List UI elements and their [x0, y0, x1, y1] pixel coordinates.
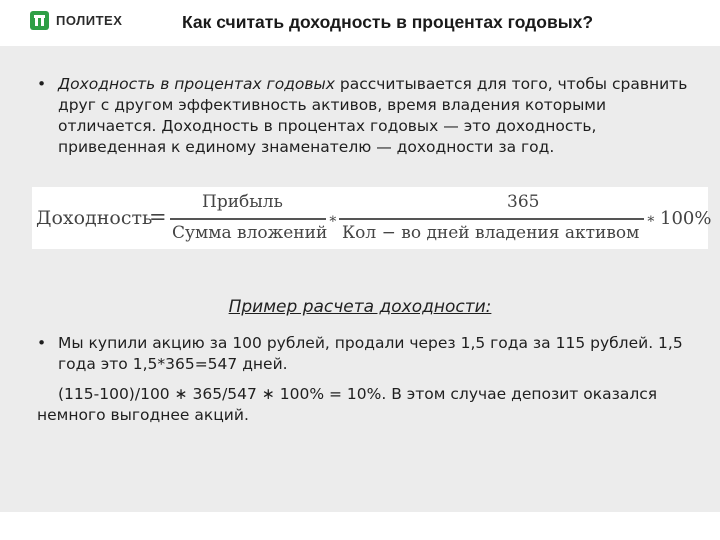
logo — [30, 11, 122, 30]
bullet-marker: • — [37, 75, 47, 93]
slide-title: Как считать доходность в процентах годовых? — [182, 12, 594, 32]
formula-lhs: Доходность — [36, 207, 153, 229]
formula-numerator-365: 365 — [507, 192, 540, 212]
bullet-marker: • — [37, 334, 47, 352]
definition-text — [37, 74, 707, 158]
example-calculation: (115-100)/100 ∗ 365/547 ∗ 100% = 10%. В этом случае депозит оказался немного выгоднее акций. — [37, 385, 658, 424]
example-heading: Пример расчета доходности: — [228, 297, 492, 317]
fraction-line-1 — [170, 218, 326, 220]
formula-times-2: ∗ — [646, 211, 656, 227]
formula-equals: = — [149, 205, 167, 229]
example-bullet-text: Мы купили акцию за 100 рублей, продали через 1,5 года за 115 рублей. 1,5 года это 1,5*365=547 дней. — [58, 334, 683, 373]
yield-formula — [32, 187, 712, 249]
definition-term: Доходность в процентах годовых — [58, 75, 335, 93]
definition-bullet — [37, 74, 707, 158]
formula-numerator-profit: Прибыль — [202, 192, 283, 212]
politeh-logo-icon — [30, 11, 49, 30]
formula-denominator-days: Кол − во дней владения активом — [342, 223, 640, 243]
fraction-line-2 — [339, 218, 644, 220]
logo-text: ПОЛИТЕХ — [56, 13, 123, 28]
formula-times-1: ∗ — [328, 211, 338, 227]
header — [0, 0, 720, 46]
definition-body: рассчитывается для того, чтобы сравнить друг с другом эффективность активов, время владения которыми отличается. Доходность в процентах годовых — это доходность, приведенная к единому знаменателю — доходности за год. — [58, 75, 688, 156]
formula-percent: 100% — [660, 208, 712, 229]
example-bullet — [37, 333, 697, 375]
formula-denominator-investment: Сумма вложений — [172, 223, 328, 243]
